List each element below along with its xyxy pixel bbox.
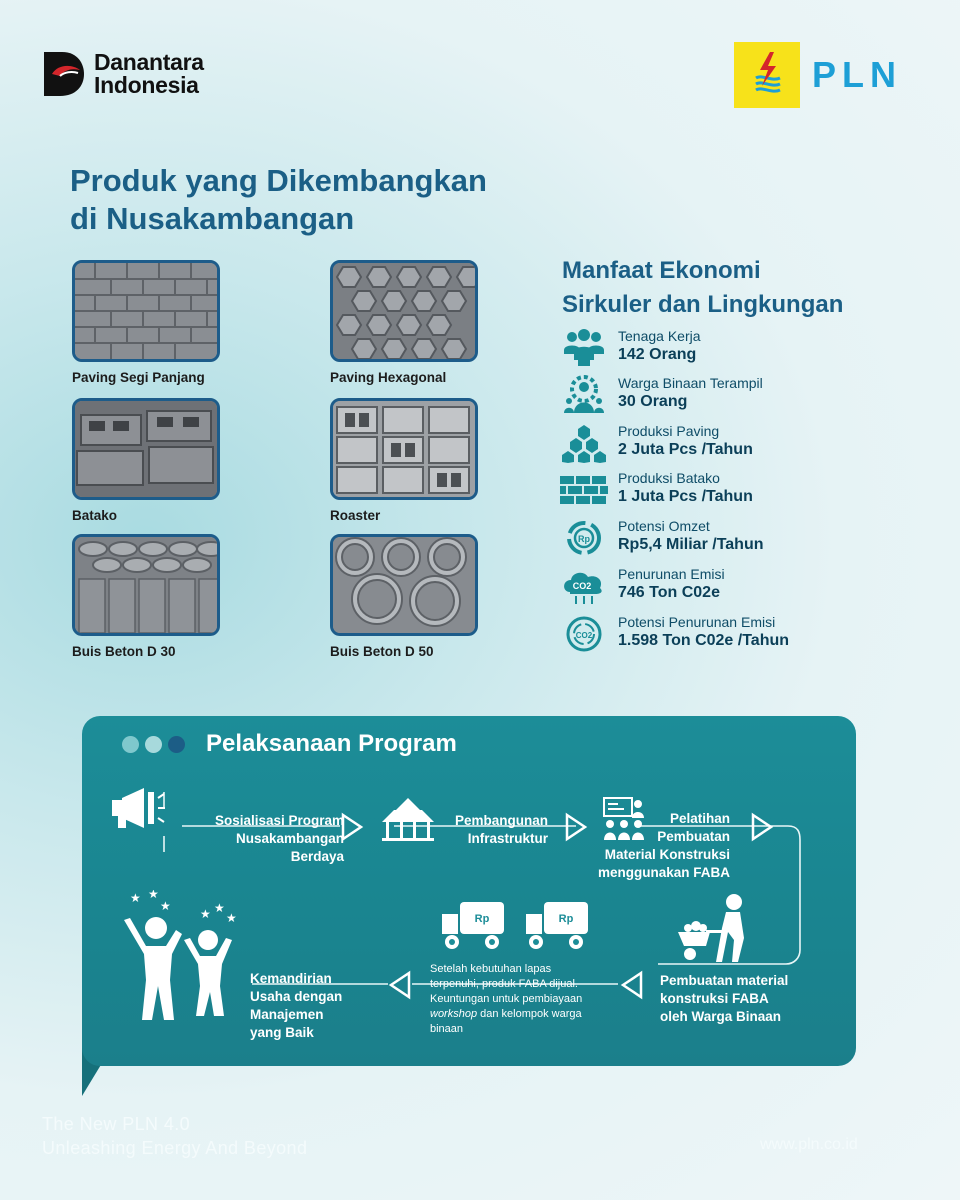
benefit-value: 746 Ton C02e: [618, 584, 720, 601]
rupiah-cycle-icon: [560, 518, 608, 558]
arrow-left-icon: [620, 970, 644, 1000]
co2-cloud-icon: [560, 566, 608, 606]
step-pembangunan: Pembangunan Infrastruktur: [454, 813, 548, 846]
pln-wordmark: PLN: [812, 54, 902, 95]
danantara-name-line2: Indonesia: [94, 72, 199, 98]
pln-mark-icon: [734, 42, 800, 108]
benefit-item: [560, 328, 900, 368]
benefit-item: [560, 375, 900, 415]
benefit-value: 2 Juta Pcs /Tahun: [618, 441, 753, 458]
benefits-title-line1: Manfaat Ekonomi: [562, 257, 761, 284]
benefit-item: [560, 423, 900, 463]
benefit-value: 142 Orang: [618, 346, 697, 363]
step-sosialisasi: Sosialisasi Program Nusakambangan Berdaya: [214, 813, 344, 864]
tagline: The New PLN 4.0 Unleashing Energy And Beyond: [42, 1114, 308, 1158]
batako-image: [72, 398, 220, 500]
products-title-line2: di Nusakambangan: [70, 201, 355, 236]
svg-text:★: ★: [200, 907, 211, 921]
step-kemandirian: Kemandirian Usaha dengan Manajemen yang Baik: [250, 971, 343, 1040]
danantara-name-line1: Danantara: [94, 49, 204, 75]
hexagon-paving-image: [330, 260, 478, 362]
product-label: Roaster: [330, 508, 381, 523]
website-link[interactable]: www.pln.co.id: [760, 1136, 858, 1153]
benefit-label: Potensi Omzet: [618, 518, 710, 534]
svg-text:Rp: Rp: [578, 534, 590, 544]
product-label: Buis Beton D 30: [72, 644, 176, 659]
truck-rp-label: Rp: [474, 913, 490, 925]
celebrating-people-icon: [116, 890, 240, 1024]
pavilion-icon: [380, 796, 436, 842]
danantara-mark-icon: [42, 50, 86, 98]
benefit-label: Tenaga Kerja: [618, 328, 701, 344]
danantara-logo: [42, 50, 204, 98]
products-title-line1: Produk yang Dikembangkan: [70, 163, 487, 198]
program-title: Pelaksanaan Program: [206, 730, 457, 757]
benefit-item: [560, 566, 900, 606]
product-card: [330, 260, 478, 385]
arrow-left-icon: [388, 970, 412, 1000]
benefit-label: Produksi Batako: [618, 470, 720, 486]
skilled-person-icon: [560, 375, 608, 415]
benefit-value: 30 Orang: [618, 393, 688, 410]
benefit-item: [560, 518, 900, 558]
arrow-right-icon: [340, 812, 364, 842]
product-card: [72, 260, 220, 385]
arrow-right-icon: [750, 812, 774, 842]
benefit-label: Potensi Penurunan Emisi: [618, 614, 776, 630]
truck-rp-label: Rp: [558, 913, 574, 925]
benefit-label: Produksi Paving: [618, 423, 720, 439]
svg-text:★: ★: [160, 899, 171, 913]
step-penjualan: Setelah kebutuhan lapas terpenuhi, produk FABA dijual. Keuntungan untuk pembiayaan workshop dan kelompok warga binaan: [430, 963, 583, 1035]
svg-text:★: ★: [226, 911, 237, 925]
products-title: [70, 162, 570, 238]
product-card: [72, 534, 220, 659]
arrow-right-icon: [564, 812, 588, 842]
product-label: Buis Beton D 50: [330, 644, 434, 659]
co2-recycle-icon: [560, 614, 608, 654]
benefit-value: 1.598 Ton C02e /Tahun: [618, 632, 790, 649]
step-pelatihan: Pelatihan Pembuatan Material Konstruksi menggunakan FABA: [597, 811, 730, 880]
benefits-title-line2: Sirkuler dan Lingkungan: [562, 291, 844, 318]
workers-icon: [560, 328, 608, 368]
svg-text:CO2: CO2: [575, 631, 593, 640]
benefit-value: 1 Juta Pcs /Tahun: [618, 488, 753, 505]
benefit-label: Warga Binaan Terampil: [618, 375, 763, 391]
concrete-pipe-large-image: [330, 534, 478, 636]
megaphone-icon: [110, 786, 166, 830]
worker-wheelbarrow-icon: [676, 892, 760, 964]
step-pembuatan: Pembuatan material konstruksi FABA oleh Warga Binaan: [660, 973, 789, 1024]
svg-text:★: ★: [214, 901, 225, 915]
product-card: [330, 534, 478, 659]
pln-logo: [734, 42, 902, 108]
svg-text:★: ★: [130, 891, 141, 905]
paving-stack-icon: [560, 423, 608, 463]
svg-text:CO2: CO2: [572, 581, 592, 591]
brick-paving-image: [72, 260, 220, 362]
truck-rupiah-icon: [524, 900, 590, 952]
benefit-item: [560, 470, 900, 510]
benefit-item: [560, 614, 900, 654]
brick-wall-icon: [560, 470, 608, 510]
benefit-label: Penurunan Emisi: [618, 566, 725, 582]
benefits-title: [562, 254, 922, 322]
truck-rupiah-icon: [440, 900, 506, 952]
product-label: Paving Segi Panjang: [72, 370, 205, 385]
product-card: [72, 398, 220, 523]
product-card: [330, 398, 478, 523]
svg-text:★: ★: [148, 890, 159, 901]
product-label: Paving Hexagonal: [330, 370, 447, 385]
roaster-image: [330, 398, 478, 500]
product-label: Batako: [72, 508, 118, 523]
concrete-pipe-image: [72, 534, 220, 636]
benefit-value: Rp5,4 Miliar /Tahun: [618, 536, 764, 553]
